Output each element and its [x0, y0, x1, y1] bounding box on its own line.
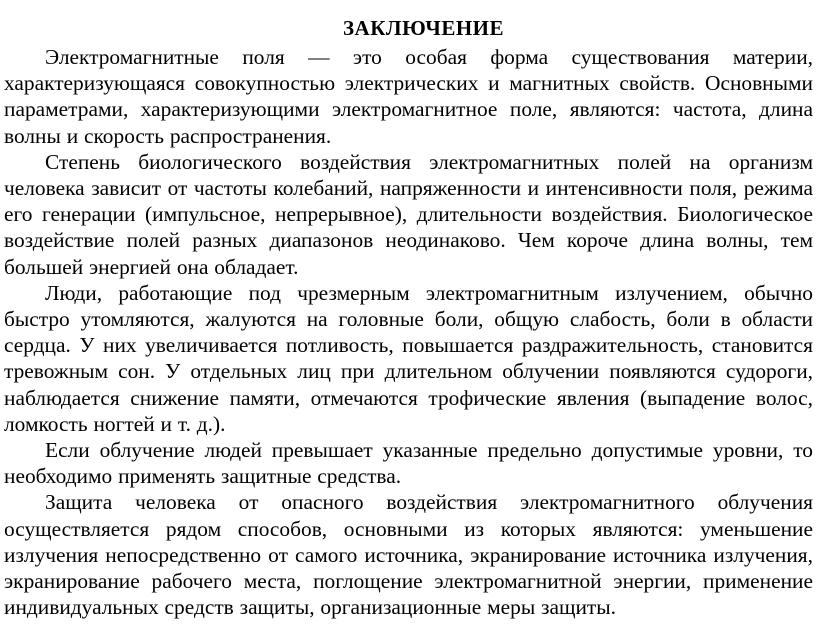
paragraph-definition: Электромагнитные поля — это особая форма существования материи, характеризующаяся совокупностью электрических и магнитных свойств. Основными параметрами, характеризующими электромагнитное поле, являются: частота, длина волны и скорость распространения.: [4, 45, 813, 148]
paragraph-biological-effect: Степень биологического воздействия электромагнитных полей на организм человека зависит от частоты колебаний, напряженности и интенсивности поля, режима его генерации (импульсное, непрерывное), длительности воздействия. Биологическое воздействие полей разных диапазонов неодинаково. Чем короче длина волны, тем большей энергией она обладает.: [4, 149, 813, 279]
document-title: ЗАКЛЮЧЕНИЕ: [342, 16, 505, 40]
paragraph-protective-means: Если облучение людей превышает указанные предельно допустимые уровни, то необходимо применять защитные средства.: [4, 438, 813, 489]
paragraph-protection-methods: Защита человека от опасного воздействия электромагнитного облучения осуществляется рядом способов, основными из которых являются: уменьшение излучения непосредственно от самого источника, экранирование источника излучения, экранирование рабочего места, поглощение электромагнитной энергии, применение индивидуальных средств защиты, организационные меры защиты.: [4, 490, 813, 620]
paragraph-symptoms: Люди, работающие под чрезмерным электромагнитным излучением, обычно быстро утомляются, жалуются на головные боли, общую слабость, боли в области сердца. У них увеличивается потливость, повышается раздражительность, становится тревожным сон. У отдельных лиц при длительном облучении появляются судороги, наблюдается снижение памяти, отмечаются трофические явления (выпадение волос, ломкость ногтей и т. д.).: [4, 280, 813, 436]
